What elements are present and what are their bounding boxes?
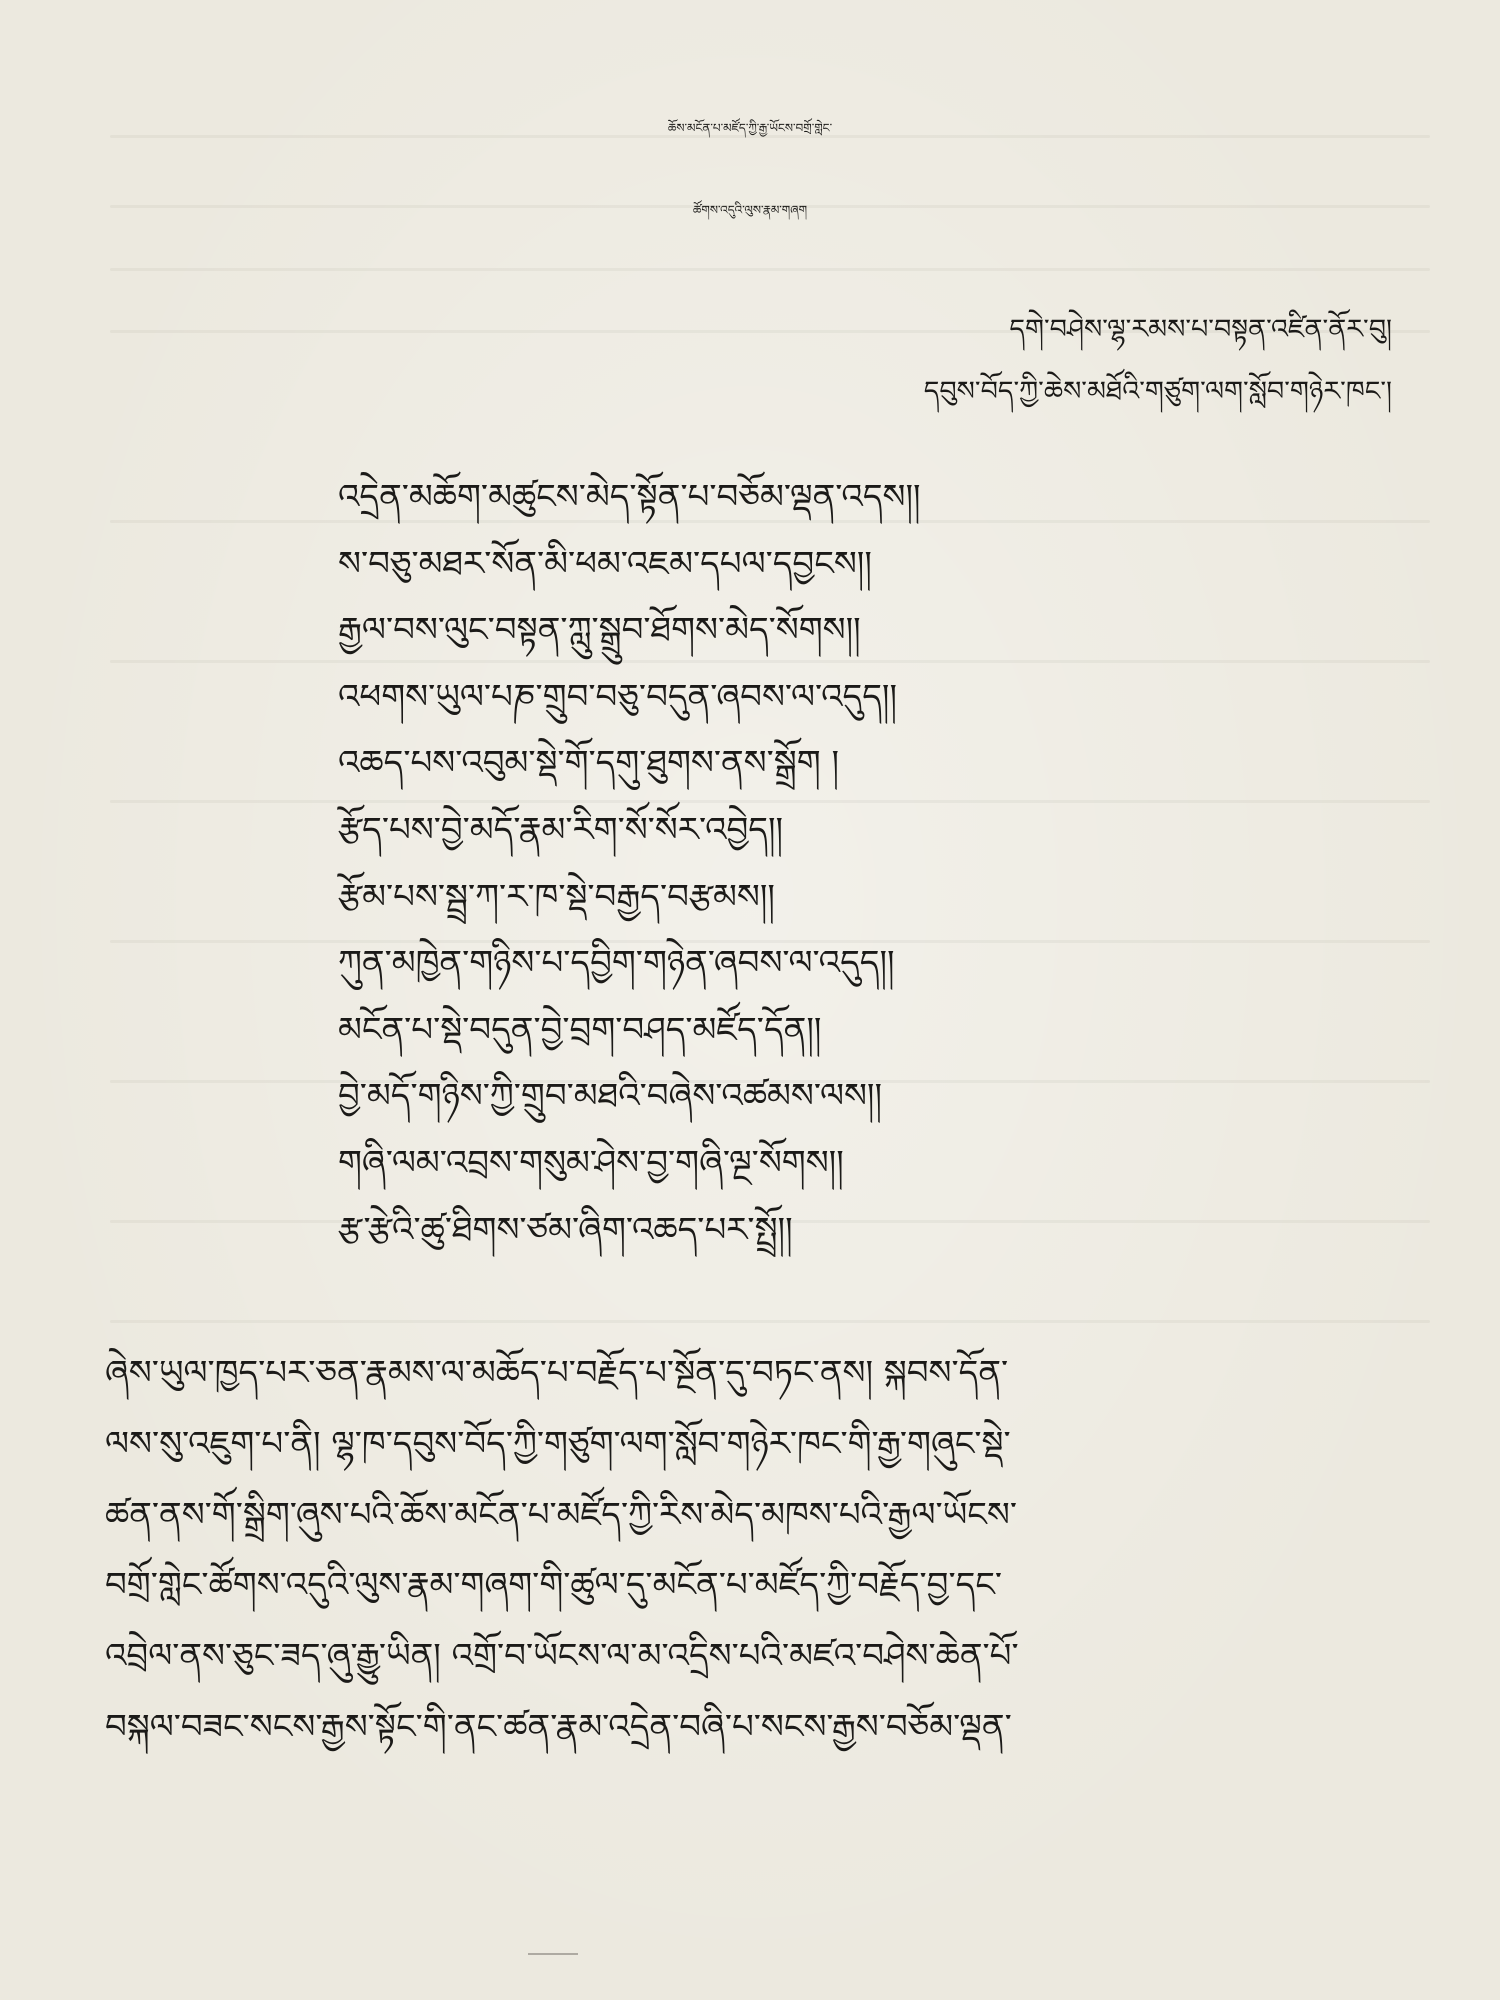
bleed-through-line [110, 1320, 1430, 1323]
verse-line: བྱེ་མདོ་གཉིས་ཀྱི་གྲུབ་མཐའི་བཞེས་འཚམས་ལས།། [338, 1076, 883, 1117]
verse-line: ཀུན་མཁྱེན་གཉིས་པ་དབྱིག་གཉེན་ཞབས་ལ་འདུད།། [338, 943, 895, 984]
prose-line: བགྲོ་གླེང་ཚོགས་འདུའི་ལུས་རྣམ་གཞག་གི་ཚུལ་དུ་མངོན་པ་མཛོད་ཀྱི་བརྗོད་བྱ་དང་ [105, 1565, 1003, 1606]
verse-line: འདྲེན་མཆོག་མཚུངས་མེད་སྟོན་པ་བཅོམ་ལྡན་འདས།། [338, 477, 921, 517]
verse-line: མངོན་པ་སྡེ་བདུན་བྱེ་བྲག་བཤད་མཛོད་དོན།། [338, 1009, 822, 1050]
verse-block [338, 470, 1398, 1269]
verse-line: རྩ་རྩེའི་ཚུ་ཐིགས་ཙམ་ཞིག་འཆད་པར་སྤྲོ།། [338, 1209, 793, 1250]
dedication-institution: དབུས་བོད་ཀྱི་ཆེས་མཐོའི་གཙུག་ལག་སློབ་གཉེར་ཁང་། [923, 376, 1392, 407]
prose-line: ཚན་ནས་གོ་སྒྲིག་ཞུས་པའི་ཆོས་མངོན་པ་མཛོད་ཀྱི་རིས་མེད་མཁས་པའི་རྒྱལ་ཡོངས་ [105, 1494, 1017, 1535]
prose-line: འབྲེལ་ནས་ཅུང་ཟད་ཞུ་རྒྱུ་ཡིན། འགྲོ་བ་ཡོངས་ལ་མ་འདྲིས་པའི་མཛའ་བཤེས་ཆེན་པོ་ [105, 1636, 1019, 1677]
prose-line: བསྐལ་བཟང་སངས་རྒྱས་སྟོང་གི་ནང་ཚན་རྣམ་འདྲེན་བཞི་པ་སངས་རྒྱས་བཅོམ་ལྡན་ [105, 1706, 1012, 1747]
verse-line: འཆད་པས་འབུམ་སྡེ་གོ་དགུ་ཐུགས་ནས་སྒྲོག ། [338, 743, 840, 784]
prose-line: ཞེས་ཡུལ་ཁྱད་པར་ཅན་རྣམས་ལ་མཆོད་པ་བརྗོད་པ་སྔོན་དུ་བཏང་ནས། སྐབས་དོན་ [105, 1353, 1009, 1393]
verse-line: རྩོམ་པས་སྦྲ་ཀ་ར་ཁ་སྡེ་བརྒྱད་བརྩམས།། [338, 876, 775, 917]
dedication-author: དགེ་བཤེས་ལྷ་རམས་པ་བསྟན་འཛིན་ནོར་བུ། [1009, 314, 1392, 345]
footer-rule [528, 1953, 578, 1955]
title-line-1: ཆོས་མངོན་པ་མཛོད་ཀྱི་རྒྱ་ཡོངས་བགྲོ་གླེང་ [667, 121, 833, 135]
prose-paragraph [105, 1345, 1405, 1770]
verse-line: འཕགས་ཡུལ་པཎ་གྲུབ་བཅུ་བདུན་ཞབས་ལ་འདུད།། [338, 676, 898, 717]
prose-line: ལས་སུ་འཇུག་པ་ནི། ལྷ་ཁ་དབུས་བོད་ཀྱི་གཙུག་ལག་སློབ་གཉེར་ཁང་གི་རྒྱ་གཞུང་སྡེ་ [105, 1423, 1011, 1464]
title-line-2: ཚོགས་འདུའི་ལུས་རྣམ་གཞག [692, 203, 808, 217]
verse-line: གཞི་ལམ་འབྲས་གསུམ་ཤེས་བྱ་གཞི་ལྔ་སོགས།། [338, 1142, 844, 1183]
bleed-through-line [110, 268, 1430, 271]
verse-line: ས་བཅུ་མཐར་སོན་མི་ཕམ་འཇམ་དཔལ་དབྱངས།། [338, 543, 872, 584]
verse-line: རྒྱལ་བས་ལུང་བསྟན་ཀླུ་སྒྲུབ་ཐོགས་མེད་སོགས།། [338, 610, 861, 651]
verse-line: རྩོད་པས་བྱེ་མདོ་རྣམ་རིག་སོ་སོར་འབྱེད།། [338, 809, 784, 850]
